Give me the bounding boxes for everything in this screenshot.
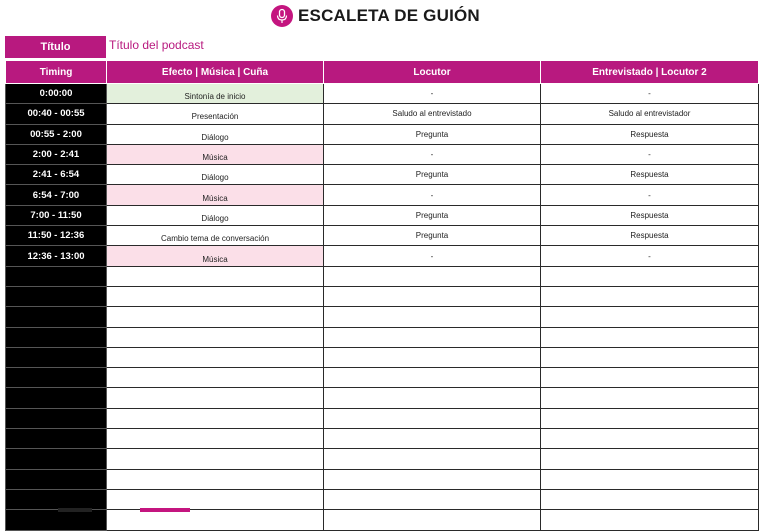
table-row [6,388,759,408]
table-row [6,327,759,347]
timing-cell[interactable]: 00:55 - 2:00 [6,124,107,144]
timing-cell[interactable] [6,307,107,327]
script-table [5,60,759,531]
entrevistado-cell[interactable] [541,408,759,428]
locutor-cell[interactable] [324,368,541,388]
locutor-cell[interactable] [324,307,541,327]
table-row [6,124,759,144]
timing-cell[interactable] [6,408,107,428]
timing-cell[interactable]: 2:00 - 2:41 [6,144,107,164]
efecto-cell[interactable] [107,165,324,185]
locutor-cell[interactable] [324,510,541,530]
locutor-cell[interactable]: Pregunta [324,226,541,246]
table-row [6,347,759,367]
column-header-efecto: Efecto | Música | Cuña [107,61,324,84]
table-row [6,368,759,388]
locutor-cell[interactable]: Pregunta [324,124,541,144]
efecto-text: Diálogo [201,213,229,223]
efecto-cell[interactable] [107,368,324,388]
locutor-cell[interactable] [324,388,541,408]
locutor-cell[interactable]: Pregunta [324,165,541,185]
timing-cell[interactable] [6,266,107,286]
entrevistado-cell[interactable]: - [541,246,759,266]
table-row [6,246,759,266]
efecto-cell[interactable] [107,246,324,266]
table-row [6,226,759,246]
entrevistado-cell[interactable]: Respuesta [541,205,759,225]
efecto-cell[interactable] [107,104,324,124]
table-row [6,104,759,124]
timing-cell[interactable] [6,510,107,530]
table-row [6,408,759,428]
timing-cell[interactable] [6,489,107,509]
title-label: Título [5,36,106,58]
locutor-cell[interactable]: - [324,144,541,164]
efecto-cell[interactable] [107,226,324,246]
entrevistado-cell[interactable] [541,429,759,449]
table-row [6,510,759,530]
timing-cell[interactable]: 2:41 - 6:54 [6,165,107,185]
table-row [6,307,759,327]
efecto-cell[interactable] [107,266,324,286]
podcast-title-cell[interactable]: Título del podcast [109,38,204,52]
timing-cell[interactable]: 12:36 - 13:00 [6,246,107,266]
entrevistado-cell[interactable] [541,286,759,306]
table-row [6,489,759,509]
efecto-text: Cambio tema de conversación [160,234,270,244]
entrevistado-cell[interactable]: Saludo al entrevistador [541,104,759,124]
column-header-locutor: Locutor [324,61,541,84]
timing-cell[interactable]: 0:00:00 [6,84,107,104]
table-row [6,266,759,286]
efecto-text: Música [202,254,228,264]
locutor-cell[interactable] [324,469,541,489]
locutor-cell[interactable]: - [324,84,541,104]
entrevistado-cell[interactable] [541,510,759,530]
efecto-cell[interactable] [107,185,324,205]
table-row [6,429,759,449]
entrevistado-cell[interactable] [541,388,759,408]
efecto-cell[interactable] [107,144,324,164]
efecto-cell[interactable] [107,84,324,104]
timing-cell[interactable] [6,388,107,408]
timing-cell[interactable]: 00:40 - 00:55 [6,104,107,124]
table-row [6,185,759,205]
sheet-tab[interactable] [58,508,92,512]
entrevistado-cell[interactable] [541,327,759,347]
page-header [0,0,768,34]
locutor-cell[interactable] [324,327,541,347]
entrevistado-cell[interactable]: - [541,144,759,164]
efecto-text: Música [202,153,228,163]
sheet-tabs [0,508,768,512]
page-title: ESCALETA DE GUIÓN [298,6,480,25]
entrevistado-cell[interactable]: Respuesta [541,226,759,246]
efecto-cell[interactable] [107,205,324,225]
entrevistado-cell[interactable] [541,347,759,367]
efecto-cell[interactable] [107,469,324,489]
entrevistado-cell[interactable]: Respuesta [541,165,759,185]
entrevistado-cell[interactable]: - [541,185,759,205]
efecto-text: Diálogo [201,173,229,183]
entrevistado-cell[interactable] [541,368,759,388]
timing-cell[interactable] [6,327,107,347]
efecto-cell[interactable] [107,429,324,449]
column-header-timing: Timing [6,61,107,84]
timing-cell[interactable] [6,469,107,489]
efecto-cell[interactable] [107,347,324,367]
table-row [6,144,759,164]
entrevistado-cell[interactable] [541,469,759,489]
entrevistado-cell[interactable] [541,266,759,286]
table-row [6,165,759,185]
efecto-cell[interactable] [107,449,324,469]
locutor-cell[interactable]: Pregunta [324,205,541,225]
column-header-entrevistado: Entrevistado | Locutor 2 [541,61,759,84]
entrevistado-cell[interactable] [541,449,759,469]
efecto-cell[interactable] [107,408,324,428]
table-row [6,84,759,104]
entrevistado-cell[interactable]: - [541,84,759,104]
timing-cell[interactable]: 11:50 - 12:36 [6,226,107,246]
efecto-text: Presentación [191,112,239,122]
locutor-cell[interactable] [324,408,541,428]
microphone-icon [271,5,293,27]
locutor-cell[interactable] [324,429,541,449]
table-header-row [6,61,759,84]
locutor-cell[interactable] [324,449,541,469]
timing-cell[interactable] [6,286,107,306]
efecto-cell[interactable] [107,489,324,509]
efecto-cell[interactable] [107,327,324,347]
entrevistado-cell[interactable] [541,307,759,327]
sheet-tab-active[interactable] [140,508,190,512]
efecto-cell[interactable] [107,510,324,530]
timing-cell[interactable] [6,429,107,449]
efecto-text: Diálogo [201,132,229,142]
timing-cell[interactable]: 7:00 - 11:50 [6,205,107,225]
entrevistado-cell[interactable] [541,489,759,509]
table-row [6,286,759,306]
table-row [6,205,759,225]
efecto-text: Sintonía de inicio [184,92,246,102]
efecto-cell[interactable] [107,307,324,327]
locutor-cell[interactable] [324,286,541,306]
locutor-cell[interactable]: - [324,246,541,266]
efecto-cell[interactable] [107,388,324,408]
locutor-cell[interactable] [324,347,541,367]
efecto-text: Música [202,193,228,203]
entrevistado-cell[interactable]: Respuesta [541,124,759,144]
efecto-cell[interactable] [107,286,324,306]
locutor-cell[interactable] [324,489,541,509]
timing-cell[interactable] [6,347,107,367]
locutor-cell[interactable]: Saludo al entrevistado [324,104,541,124]
table-body [6,84,759,531]
timing-cell[interactable] [6,449,107,469]
timing-cell[interactable] [6,368,107,388]
podcast-title-row [5,36,757,58]
locutor-cell[interactable]: - [324,185,541,205]
efecto-cell[interactable] [107,124,324,144]
table-row [6,469,759,489]
locutor-cell[interactable] [324,266,541,286]
timing-cell[interactable]: 6:54 - 7:00 [6,185,107,205]
table-row [6,449,759,469]
